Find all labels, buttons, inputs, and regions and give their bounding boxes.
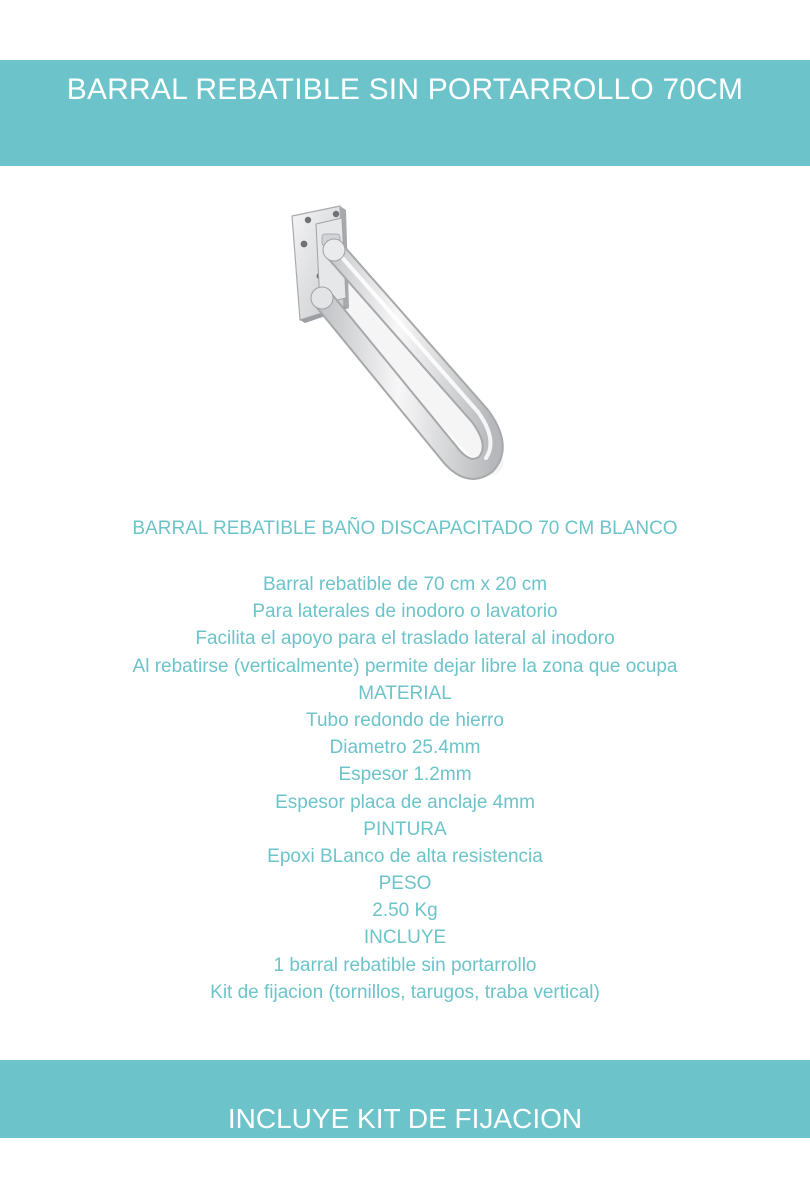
section-heading-material: MATERIAL — [358, 682, 452, 704]
desc-line: Espesor placa de anclaje 4mm — [275, 791, 535, 813]
desc-line: Diametro 25.4mm — [329, 737, 481, 759]
product-subtitle: BARRAL REBATIBLE BAÑO DISCAPACITADO 70 CM BLANCO — [132, 518, 678, 539]
desc-line: Tubo redondo de hierro — [306, 709, 504, 731]
product-image — [250, 180, 560, 500]
product-description — [0, 571, 810, 1006]
page-title: BARRAL REBATIBLE SIN PORTARROLLO 70CM — [66, 73, 744, 106]
section-heading-peso: PESO — [378, 873, 432, 895]
desc-line: Epoxi BLanco de alta resistencia — [267, 845, 543, 867]
desc-line: Facilita el apoyo para el traslado lateral al inodoro — [195, 628, 615, 650]
section-heading-incluye: INCLUYE — [363, 927, 447, 949]
header-banner — [0, 60, 810, 166]
desc-line: Al rebatirse (verticalmente) permite dejar libre la zona que ocupa — [132, 655, 678, 677]
desc-line: Espesor 1.2mm — [338, 764, 472, 786]
desc-line: Kit de fijacion (tornillos, tarugos, traba vertical) — [210, 981, 600, 1003]
footer-text: INCLUYE KIT DE FIJACION — [227, 1103, 583, 1134]
desc-line: 1 barral rebatible sin portarrollo — [273, 954, 537, 976]
section-heading-pintura: PINTURA — [363, 818, 447, 840]
desc-line: Barral rebatible de 70 cm x 20 cm — [262, 574, 548, 595]
footer-banner — [0, 1060, 810, 1138]
desc-line: Para laterales de inodoro o lavatorio — [252, 601, 558, 623]
desc-line: 2.50 Kg — [372, 900, 438, 922]
